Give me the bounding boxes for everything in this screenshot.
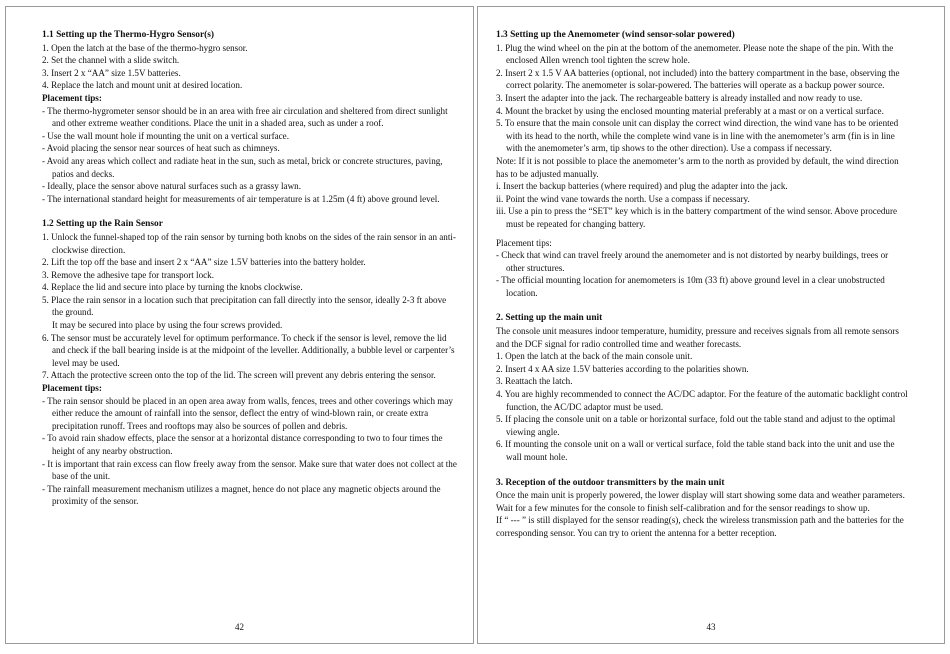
tip-item: - It is important that rain excess can flow freely away from the sensor. Make sure that water does not collect at the base of the unit. [42,458,457,482]
tips-heading: Placement tips: [42,92,102,103]
step-item: 4. Replace the lid and secure into place by turning the knobs clockwise. [42,282,303,293]
section-thermo-hygro [42,29,459,205]
section-title: 2. Setting up the main unit [496,313,603,324]
tip-item: - To avoid rain shadow effects, place the sensor at a horizontal distance corresponding to two to four times the height of any nearby obstruction. [42,433,443,456]
step-item: 7. Attach the protective screen onto the top of the lid. The screen will prevent any debris entering the sensor. [42,370,436,381]
step-item: 2. Insert 4 x AA size 1.5V batteries according to the polarities shown. [496,363,749,374]
section-main-unit [496,312,908,463]
note-step: iii. Use a pin to press the “SET” key which is in the battery compartment of the wind sensor. Above procedure must be repeated for changing battery. [496,206,898,229]
tips-heading: Placement tips: [496,237,552,248]
page-number: 42 [235,622,244,632]
step-item: 5. To ensure that the main console unit can display the correct wind direction, the wind vane has to be oriented with its head to the north, while the complete wind vane is in line with the anemometer’s arm (fin is in line with the anemometer’s arm, tip shows to the other direction). Use a compass if necessary. [496,118,899,154]
page-43-content [496,29,908,553]
step-item: 6. If mounting the console unit on a wall or vertical surface, fold the table stand back into the unit and use the wall mount hole. [496,439,895,462]
section-title: 1.1 Setting up the Thermo-Hygro Sensor(s) [42,30,215,40]
tip-item: - Check that wind can travel freely around the anemometer and is not distorted by nearby buildings, trees or other structures. [496,250,889,273]
section-rain-sensor [42,218,459,508]
step-item: 6. The sensor must be accurately level for optimum performance. To check if the sensor is level, remove the lid and check if the ball bearing inside is at the midpoint of the leveller. Additionally, a bubble level or carpenter’s level may be used. [42,332,455,368]
step-item: 3. Remove the adhesive tape for transport lock. [42,269,214,280]
tip-item: - Avoid placing the sensor near sources of heat such as chimneys. [42,143,280,154]
reception-paragraph: Once the main unit is properly powered, the lower display will start showing some data and weather parameters. Wait for a few minutes for the console to finish self-calibration and for the sensor readings to show up. [496,490,905,513]
page-42 [5,6,474,644]
tip-item: - The official mounting location for anemometers is 10m (33 ft) above ground level in a clear unobstructed location. [496,275,885,298]
tip-item: - Use the wall mount hole if mounting the unit on a vertical surface. [42,130,289,141]
section-reception [496,477,908,540]
note-paragraph: Note: If it is not possible to place the anemometer’s arm to the north as provided by default, the wind direction has to be adjusted manually. [496,155,899,179]
step-continuation: It may be secured into place by using the four screws provided. [52,320,283,331]
tip-item: - Ideally, place the sensor above natural surfaces such as a grassy lawn. [42,181,301,192]
tip-item: - The rain sensor should be placed in an open area away from walls, fences, trees and other coverings which may either reduce the amount of rainfall into the sensor, deflect the entry of wind-blown rain, or create extra precipitation runoff. Trees and rooftops may also be sources of pollen and debris. [42,395,453,431]
tip-item: - The thermo-hygrometer sensor should be in an area with free air circulation and sheltered from direct sunlight and other extreme weather conditions. Place the unit in a shaded area, such as under a roof. [42,105,448,129]
note-step: ii. Point the wind vane towards the north. Use a compass if necessary. [496,193,750,204]
tip-item: - Avoid any areas which collect and radiate heat in the sun, such as metal, brick or concrete structures, paving, patios and decks. [42,155,443,179]
note-step: i. Insert the backup batteries (where required) and plug the adapter into the jack. [496,181,788,192]
step-item: 1. Unlock the funnel-shaped top of the rain sensor by turning both knobs on the sides of the rain sensor in an anti-clockwise direction. [42,231,456,255]
section-title: 1.2 Setting up the Rain Sensor [42,219,163,230]
section-anemometer [496,29,908,299]
step-item: 5. Place the rain sensor in a location such that precipitation can fall directly into the sensor, ideally 2-3 ft above the ground. [42,294,447,318]
tip-item: - The international standard height for measurements of air temperature is at 1.25m (4 ft) above ground level. [42,193,440,204]
step-item: 3. Insert the adapter into the jack. The rechargeable battery is already installed and now ready to use. [496,92,863,103]
step-item: 3. Reattach the latch. [496,376,573,387]
step-item: 1. Open the latch at the base of the thermo-hygro sensor. [42,42,248,53]
step-item: 2. Set the channel with a slide switch. [42,55,180,66]
section-title: 1.3 Setting up the Anemometer (wind sensor-solar powered) [496,30,735,40]
step-item: 2. Lift the top off the base and insert 2 x “AA” size 1.5V batteries into the battery holder. [42,257,366,268]
step-item: 3. Insert 2 x “AA” size 1.5V batteries. [42,67,181,78]
reception-paragraph: If “ --- ” is still displayed for the sensor reading(s), check the wireless transmission path and the batteries for the corresponding sensor. You can try to orient the antenna for a better reception. [496,515,904,538]
tips-heading: Placement tips: [42,383,102,394]
step-item: 5. If placing the console unit on a table or horizontal surface, fold out the table stand and adjust to the optimal viewing angle. [496,414,896,437]
step-item: 4. Mount the bracket by using the enclosed mounting material preferably at a mast or on a vertical surface. [496,105,884,116]
tip-item: - The rainfall measurement mechanism utilizes a magnet, hence do not place any magnetic objects around the proximity of the sensor. [42,483,441,507]
step-item: 4. You are highly recommended to connect the AC/DC adaptor. For the feature of the automatic backlight control function, the AC/DC adaptor must be used. [496,389,908,412]
step-item: 1. Open the latch at the back of the main console unit. [496,351,693,362]
page-42-content [42,29,459,521]
step-item: 1. Plug the wind wheel on the pin at the bottom of the anemometer. Please note the shape of the pin. With the enclosed Allen wrench tool tighten the screw hole. [496,42,894,66]
step-item: 4. Replace the latch and mount unit at desired location. [42,80,243,91]
step-item: 2. Insert 2 x 1.5 V AA batteries (optional, not included) into the battery compartment in the base, observing the correct polarity. The anemometer is solar-powered. The batteries will operate as a backup power source. [496,67,900,91]
page-number: 43 [706,622,716,632]
page-43 [477,6,945,644]
section-title: 3. Reception of the outdoor transmitters by the main unit [496,477,725,488]
intro-paragraph: The console unit measures indoor temperature, humidity, pressure and receives signals from all remote sensors and the DCF signal for radio controlled time and weather forecasts. [496,326,899,349]
